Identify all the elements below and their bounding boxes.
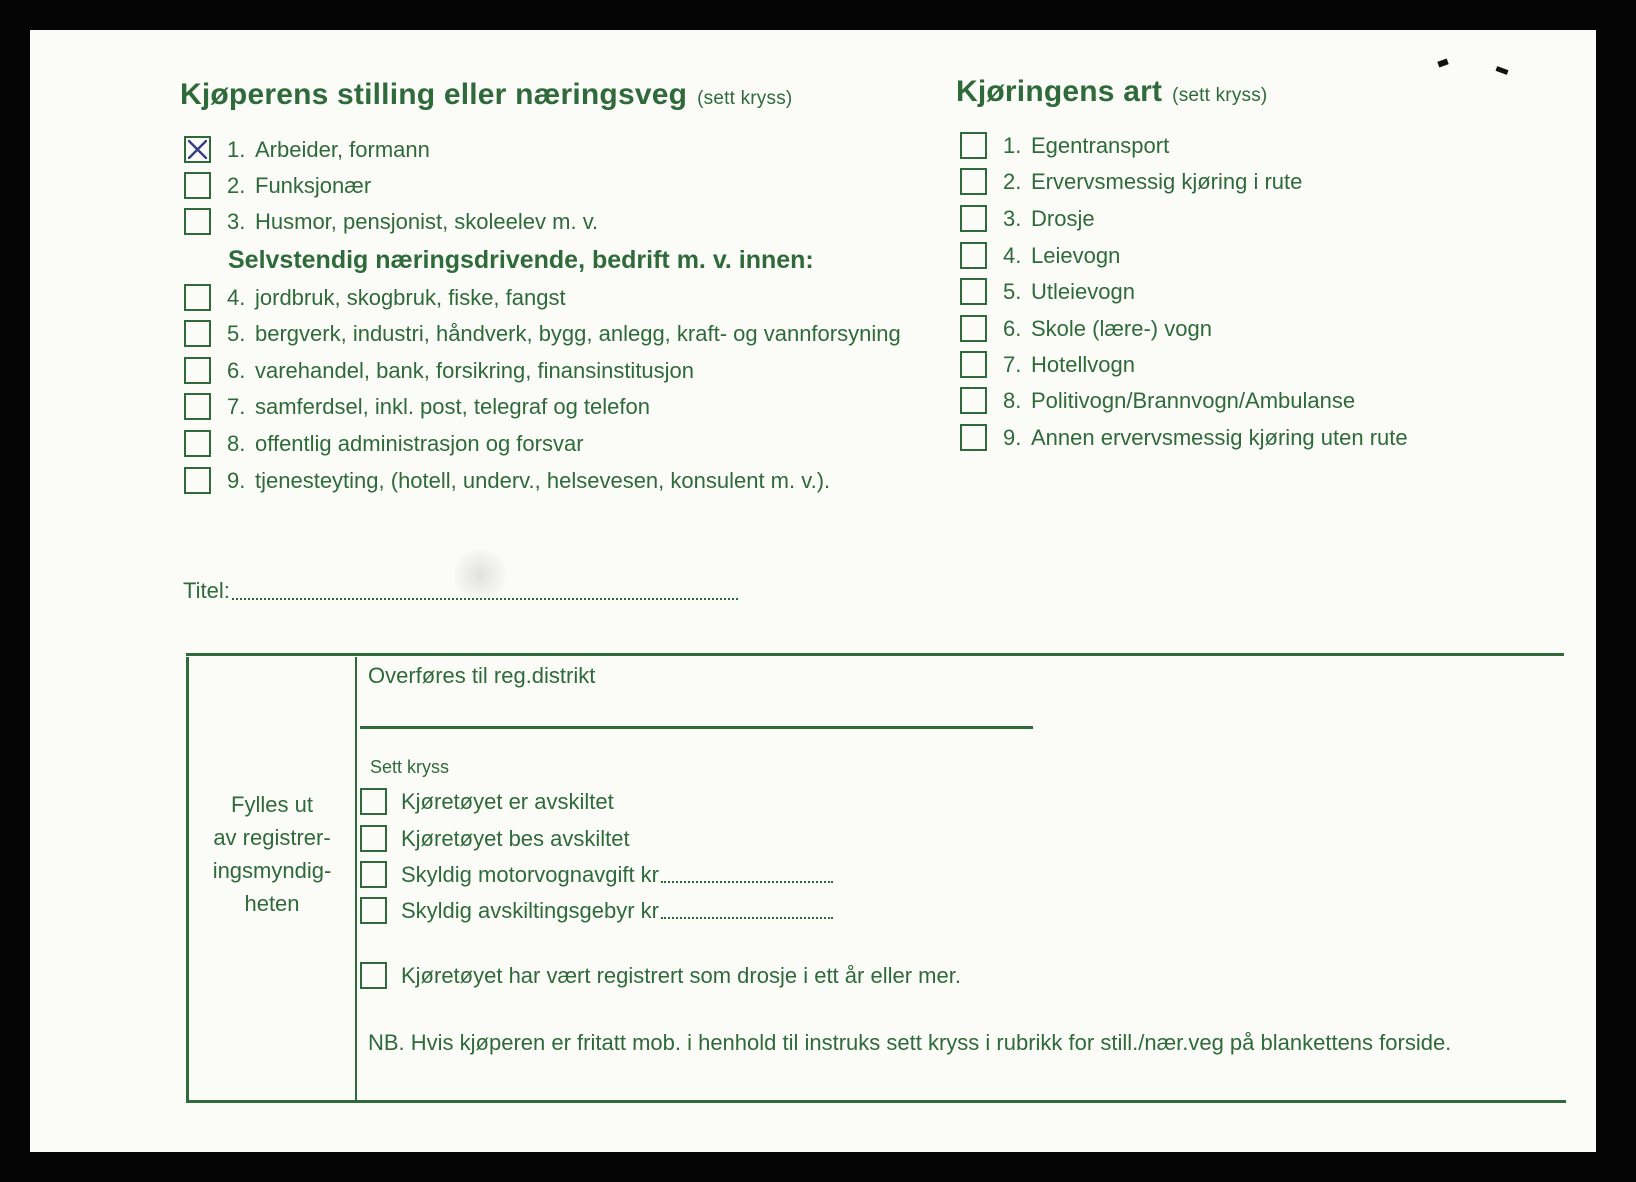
option-label: Egentransport [1031,132,1170,158]
occupation-option-9 [184,467,830,494]
option-label: Leievogn [1031,242,1121,268]
occupation-checkbox-5[interactable] [184,320,211,347]
driving-option-2 [960,168,1302,195]
option-label: jordbruk, skogbruk, fiske, fangst [255,284,566,310]
driving-checkbox-4[interactable] [960,242,987,269]
driving-checkbox-9[interactable] [960,424,987,451]
transfer-district-label: Overføres til reg.distrikt [368,663,596,688]
transfer-district-input[interactable] [360,726,1033,729]
driving-option-7 [960,351,1135,378]
driving-option-5 [960,278,1135,305]
driving-checkbox-1[interactable] [960,132,987,159]
driving-option-3 [960,205,1095,232]
option-label: tjenesteyting, (hotell, underv., helsevesen, konsulent m. v.). [255,467,831,493]
side-label-line: av registrer- [213,825,331,850]
occupation-checkbox-2[interactable] [184,172,211,199]
occupation-option-7 [184,393,650,420]
option-label: Drosje [1031,205,1095,231]
check-label: Kjøretøyet er avskiltet [401,788,614,814]
occupation-checkbox-9[interactable] [184,467,211,494]
occupation-option-1 [184,136,430,163]
cross-instruction: Sett kryss [370,757,450,777]
driving-option-1 [960,132,1169,159]
option-number: 1. [1003,132,1022,158]
option-number: 3. [1003,205,1022,231]
authority-box-divider [355,657,357,1101]
scan-speck [1437,58,1448,67]
occupation-option-2 [184,172,371,199]
side-label-line: ingsmyndig- [212,858,332,883]
taxi-registration-check [360,962,961,989]
owed-vehicle-tax-input[interactable] [661,867,833,883]
side-label-line: heten [244,891,300,916]
authority-box-left-border [186,657,189,1101]
buyer-occupation-title: Kjøperens stilling eller næringsveg [180,78,688,111]
occupation-option-4 [184,284,566,311]
option-number: 2. [227,172,246,198]
owed-plate-fee-input[interactable] [661,903,833,919]
option-label: bergverk, industri, håndverk, bygg, anlegg, kraft- og vannforsyning [255,320,901,346]
option-number: 2. [1003,168,1022,194]
occupation-checkbox-8[interactable] [184,430,211,457]
buyer-occupation-note: (sett kryss) [697,88,793,109]
option-number: 7. [1003,351,1022,377]
occupation-checkbox-3[interactable] [184,208,211,235]
occupation-checkbox-7[interactable] [184,393,211,420]
occupation-option-5 [184,320,901,347]
check-label: Kjøretøyet bes avskiltet [401,825,630,851]
title-field [183,578,738,604]
option-number: 6. [227,357,246,383]
option-number: 4. [1003,242,1022,268]
title-field-label: Titel: [183,578,230,603]
option-label: Husmor, pensjonist, skoleelev m. v. [255,208,599,234]
option-number: 6. [1003,315,1022,341]
option-number: 5. [227,320,246,346]
driving-option-6 [960,315,1212,342]
driving-checkbox-3[interactable] [960,205,987,232]
driving-option-8 [960,387,1355,414]
taxi-registration-checkbox[interactable] [360,962,387,989]
option-number: 4. [227,284,246,310]
driving-checkbox-5[interactable] [960,278,987,305]
buyer-occupation-heading [180,78,792,112]
owed-vehicle-tax-checkbox[interactable] [360,861,387,888]
option-label: Arbeider, formann [255,136,430,162]
driving-checkbox-2[interactable] [960,168,987,195]
option-label: Hotellvogn [1031,351,1135,377]
authority-check-4 [360,897,833,924]
option-label: Politivogn/Brannvogn/Ambulanse [1031,387,1356,413]
option-label: Annen ervervsmessig kjøring uten rute [1031,424,1408,450]
option-label: Skole (lære-) vogn [1031,315,1212,341]
nb-note: NB. Hvis kjøperen er fritatt mob. i henhold til instruks sett kryss i rubrikk for still./nær.veg på blankettens forside. [368,1030,1452,1055]
occupation-checkbox-6[interactable] [184,357,211,384]
occupation-option-8 [184,430,584,457]
check-label: Skyldig avskiltingsgebyr kr [401,897,659,923]
title-field-input[interactable] [232,582,738,600]
authority-box-top-border [186,653,1564,656]
driving-type-title: Kjøringens art [956,75,1163,108]
occupation-checkbox-4[interactable] [184,284,211,311]
driving-checkbox-8[interactable] [960,387,987,414]
check-label: Kjøretøyet har vært registrert som drosje i ett år eller mer. [401,962,961,988]
occupation-option-6 [184,357,694,384]
option-number: 9. [227,467,246,493]
option-number: 9. [1003,424,1022,450]
authority-side-label [190,788,354,920]
occupation-option-3 [184,208,598,235]
driving-type-heading [956,75,1267,109]
option-number: 8. [1003,387,1022,413]
authority-box-bottom-border [186,1100,1566,1103]
option-label: varehandel, bank, forsikring, finansinstitusjon [255,357,695,383]
option-label: offentlig administrasjon og forsvar [255,430,584,456]
option-number: 8. [227,430,246,456]
plates-removal-requested-checkbox[interactable] [360,825,387,852]
option-number: 3. [227,208,246,234]
authority-check-1 [360,788,614,815]
check-label: Skyldig motorvognavgift kr [401,861,659,887]
plates-removed-checkbox[interactable] [360,788,387,815]
form-sheet [30,30,1596,1152]
driving-option-4 [960,242,1120,269]
driving-checkbox-7[interactable] [960,351,987,378]
option-label: Utleievogn [1031,278,1135,304]
option-number: 7. [227,393,246,419]
occupation-checkbox-1[interactable] [184,136,211,163]
option-number: 5. [1003,278,1022,304]
driving-option-9 [960,424,1408,451]
option-label: Ervervsmessig kjøring i rute [1031,168,1303,194]
owed-plate-fee-checkbox[interactable] [360,897,387,924]
driving-type-note: (sett kryss) [1172,85,1268,106]
driving-checkbox-6[interactable] [960,315,987,342]
authority-check-2 [360,825,630,852]
authority-check-3 [360,861,833,888]
scan-speck [1496,66,1509,75]
option-label: samferdsel, inkl. post, telegraf og telefon [255,393,650,419]
side-label-line: Fylles ut [231,792,313,817]
self-employed-subheading: Selvstendig næringsdrivende, bedrift m. v. innen: [228,246,814,274]
option-number: 1. [227,136,246,162]
option-label: Funksjonær [255,172,372,198]
